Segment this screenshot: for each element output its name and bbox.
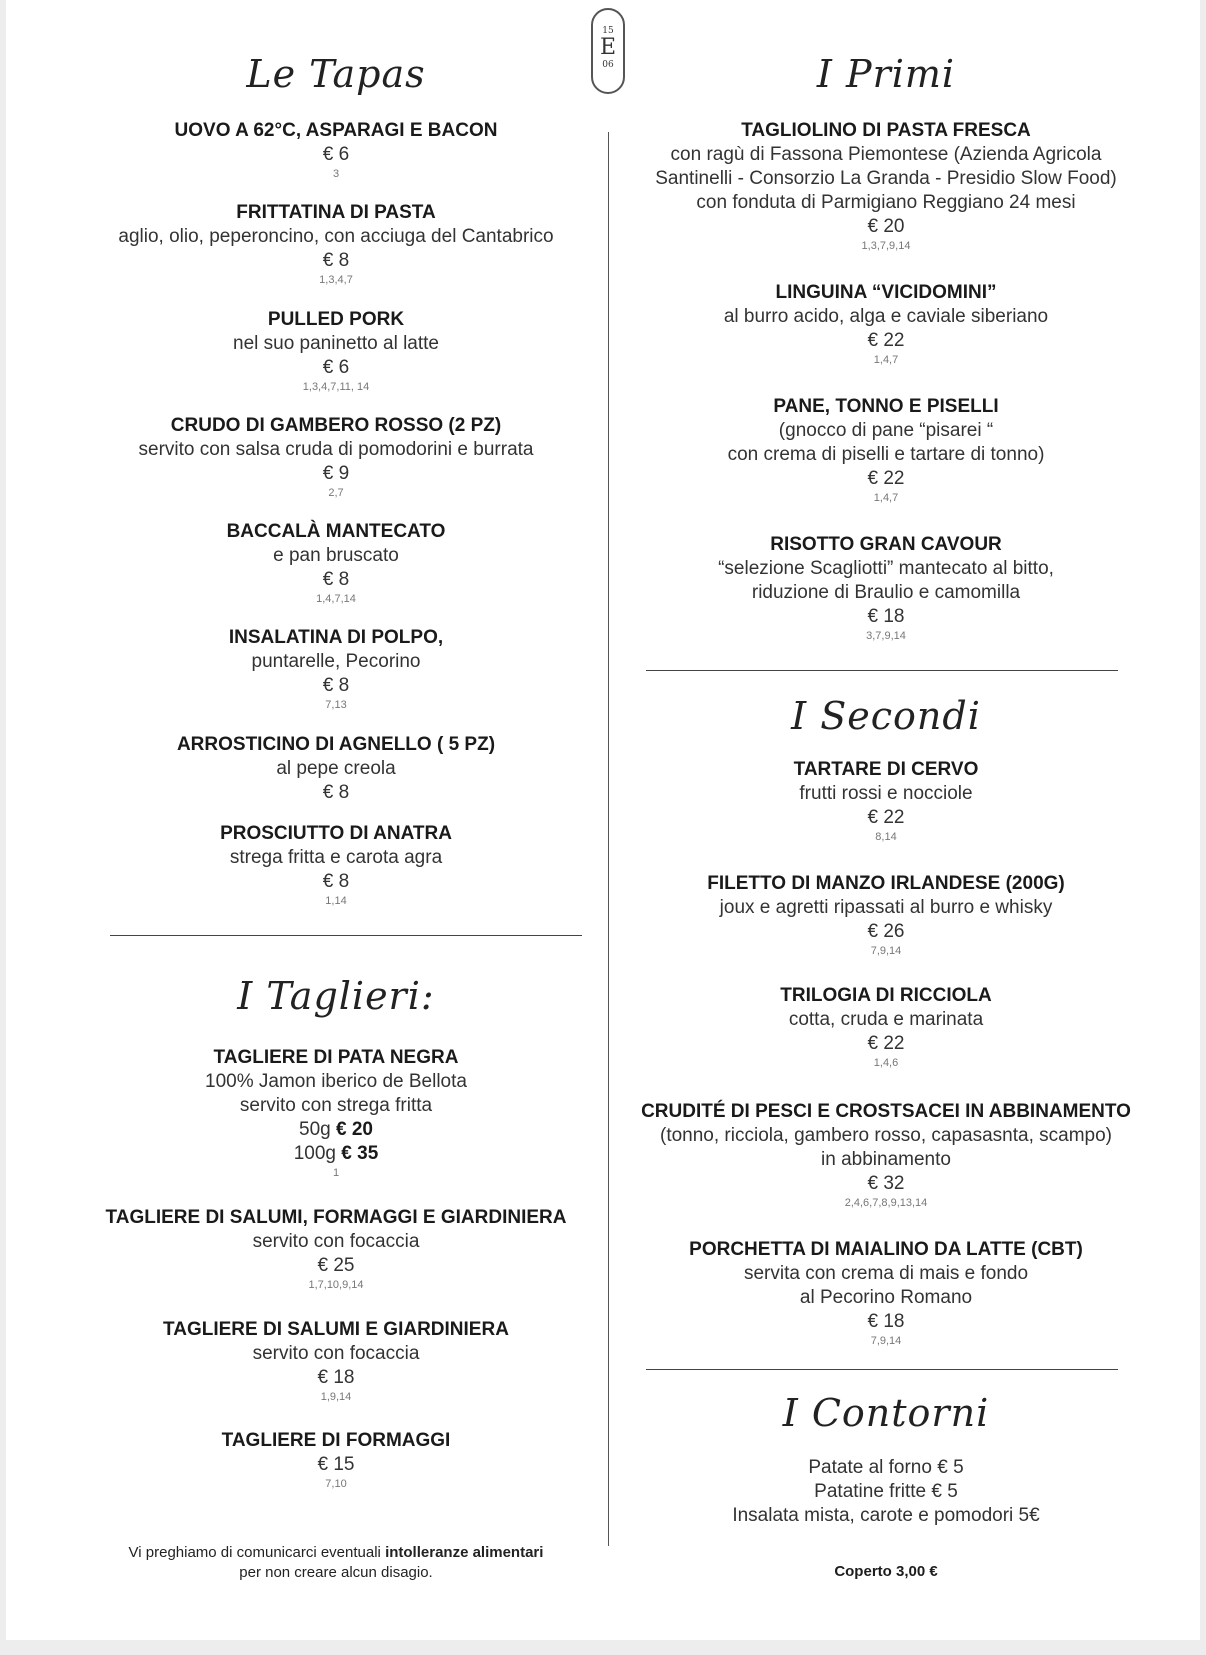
- item-description: con crema di piselli e tartare di tonno): [727, 444, 1045, 465]
- footnote-text: Vi preghiamo di comunicarci eventuali: [128, 1544, 386, 1561]
- menu-item: [632, 281, 1140, 367]
- menu-item: [82, 308, 590, 394]
- item-name: PANE, TONNO E PISELLI: [773, 396, 999, 417]
- item-price: € 18: [867, 1311, 905, 1332]
- item-allergens: 3,7,9,14: [866, 630, 906, 642]
- item-allergens: 1: [332, 1167, 340, 1179]
- item-name: RISOTTO GRAN CAVOUR: [770, 534, 1002, 555]
- item-name: TAGLIERE DI FORMAGGI: [221, 1430, 451, 1451]
- secondi-title: I Secondi: [791, 694, 981, 738]
- item-description: servito con salsa cruda di pomodorini e burrata: [138, 439, 534, 460]
- menu-item: [82, 1429, 590, 1491]
- menu-item: [632, 395, 1140, 505]
- restaurant-logo: [591, 8, 625, 94]
- price-size-label: 100g: [293, 1143, 336, 1164]
- side-dish-line: Patate al forno € 5: [808, 1457, 964, 1478]
- item-allergens: 7,13: [325, 699, 347, 711]
- item-description: in abbinamento: [821, 1149, 951, 1170]
- menu-item: [632, 872, 1140, 958]
- item-allergens: 1,3,7,9,14: [861, 240, 911, 252]
- item-allergens: 1,14: [325, 895, 347, 907]
- item-price: € 25: [317, 1255, 355, 1276]
- item-description: strega fritta e carota agra: [229, 847, 443, 868]
- item-price: € 22: [867, 1033, 905, 1054]
- item-description: (tonno, ricciola, gambero rosso, capasasnta, scampo): [660, 1125, 1112, 1146]
- item-description: puntarelle, Pecorino: [251, 651, 421, 672]
- side-dish-line: Insalata mista, carote e pomodori 5€: [732, 1505, 1040, 1526]
- item-allergens: 1,4,7: [873, 354, 899, 366]
- item-allergens: 1,9,14: [320, 1391, 352, 1403]
- item-description: “selezione Scagliotti” mantecato al bitto,: [718, 558, 1054, 579]
- cover-charge: Coperto 3,00 €: [834, 1563, 938, 1580]
- item-price: € 6: [322, 144, 350, 165]
- item-price: € 22: [867, 468, 905, 489]
- menu-item: [82, 626, 590, 712]
- logo-bottom-number: 06: [602, 60, 614, 70]
- item-description: nel suo paninetto al latte: [233, 333, 439, 354]
- item-allergens: 2,7: [328, 487, 344, 499]
- item-allergens: 7,9,14: [870, 1335, 902, 1347]
- item-description: al pepe creola: [276, 758, 396, 779]
- item-allergens: 7,9,14: [870, 945, 902, 957]
- contorni-title: I Contorni: [782, 1391, 990, 1435]
- side-dish-line: Patatine fritte € 5: [814, 1481, 958, 1502]
- item-price: € 26: [867, 921, 905, 942]
- item-price: € 22: [867, 330, 905, 351]
- item-allergens: 7,10: [325, 1478, 347, 1490]
- menu-item: [632, 119, 1140, 253]
- menu-item: [632, 984, 1140, 1070]
- item-price: € 20: [867, 216, 905, 237]
- section-divider: [646, 1369, 1118, 1370]
- menu-item: [632, 758, 1140, 844]
- item-description: 100% Jamon iberico de Bellota: [205, 1071, 467, 1092]
- item-description: riduzione di Braulio e camomilla: [751, 582, 1021, 603]
- item-description: e pan bruscato: [273, 545, 399, 566]
- item-price: € 8: [322, 569, 350, 590]
- item-description: frutti rossi e nocciole: [799, 783, 973, 804]
- item-name: BACCALÀ MANTECATO: [226, 521, 446, 542]
- menu-item: [632, 533, 1140, 643]
- item-description: con ragù di Fassona Piemontese (Azienda Agricola: [670, 144, 1102, 165]
- item-allergens: 8,14: [875, 831, 897, 843]
- menu-item: [82, 1318, 590, 1404]
- item-name: FRITTATINA DI PASTA: [236, 202, 436, 223]
- item-name: PULLED PORK: [267, 309, 405, 330]
- item-name: TAGLIERE DI SALUMI E GIARDINIERA: [163, 1319, 509, 1340]
- item-name: UOVO A 62°C, ASPARAGI E BACON: [174, 120, 498, 141]
- item-name: INSALATINA DI POLPO,: [228, 627, 444, 648]
- section-divider: [110, 935, 582, 936]
- item-price: € 18: [867, 606, 905, 627]
- item-description: con fonduta di Parmigiano Reggiano 24 mesi: [696, 192, 1076, 213]
- allergy-footnote: [82, 1543, 590, 1583]
- section-divider: [646, 670, 1118, 671]
- menu-item: [82, 822, 590, 908]
- menu-item: [82, 119, 590, 181]
- contorni-list: [632, 1456, 1140, 1528]
- footnote-line-2: per non creare alcun disagio.: [239, 1564, 433, 1581]
- item-price: € 22: [867, 807, 905, 828]
- item-allergens: 3: [332, 168, 340, 180]
- footnote-emphasis: intolleranze alimentari: [385, 1544, 544, 1561]
- item-price-option: [82, 1118, 590, 1142]
- item-name: TAGLIOLINO DI PASTA FRESCA: [741, 120, 1031, 141]
- item-name: TRILOGIA DI RICCIOLA: [780, 985, 992, 1006]
- menu-item: [82, 1046, 590, 1180]
- item-allergens: 1,4,7,14: [316, 593, 356, 605]
- menu-item: [632, 1238, 1140, 1348]
- item-allergens: 1,4,6: [873, 1057, 899, 1069]
- item-price: € 15: [317, 1454, 355, 1475]
- item-price-option: [82, 1142, 590, 1166]
- item-name: LINGUINA “VICIDOMINI”: [775, 282, 997, 303]
- item-description: servito con focaccia: [252, 1231, 420, 1252]
- item-description: servita con crema di mais e fondo: [743, 1263, 1029, 1284]
- item-allergens: 1,3,4,7,11, 14: [302, 381, 370, 393]
- menu-item: [82, 414, 590, 500]
- primi-title: I Primi: [816, 52, 956, 96]
- price-value: € 20: [336, 1119, 373, 1140]
- item-name: CRUDITÉ DI PESCI E CROSTSACEI IN ABBINAMENTO: [641, 1101, 1131, 1122]
- item-allergens: 1,3,4,7: [319, 274, 353, 286]
- logo-top-number: 15: [602, 26, 614, 36]
- price-value: € 35: [341, 1143, 379, 1164]
- menu-item: [82, 201, 590, 287]
- item-description: servito con focaccia: [252, 1343, 420, 1364]
- item-name: PORCHETTA DI MAIALINO DA LATTE (CBT): [689, 1239, 1083, 1260]
- item-description: al Pecorino Romano: [799, 1287, 973, 1308]
- price-size-label: 50g: [299, 1119, 331, 1140]
- menu-page: [6, 0, 1200, 1640]
- item-description: aglio, olio, peperoncino, con acciuga del Cantabrico: [118, 226, 554, 247]
- item-price: € 18: [317, 1367, 355, 1388]
- menu-item: [82, 1206, 590, 1292]
- item-price: € 9: [322, 463, 350, 484]
- menu-item: [632, 1100, 1140, 1210]
- item-price: € 8: [322, 250, 350, 271]
- item-name: TAGLIERE DI PATA NEGRA: [213, 1047, 459, 1068]
- tapas-title: Le Tapas: [246, 52, 426, 96]
- menu-item: [82, 733, 590, 805]
- item-description: servito con strega fritta: [239, 1095, 433, 1116]
- logo-letter: E: [599, 35, 617, 60]
- item-price: € 8: [322, 871, 350, 892]
- item-description: Santinelli - Consorzio La Granda - Presidio Slow Food): [655, 168, 1117, 189]
- item-name: FILETTO DI MANZO IRLANDESE (200G): [707, 873, 1065, 894]
- item-allergens: 1,7,10,9,14: [308, 1279, 364, 1291]
- item-name: PROSCIUTTO DI ANATRA: [220, 823, 452, 844]
- item-description: (gnocco di pane “pisarei “: [778, 420, 994, 441]
- item-name: CRUDO DI GAMBERO ROSSO (2 PZ): [170, 415, 502, 436]
- menu-item: [82, 520, 590, 606]
- item-allergens: 2,4,6,7,8,9,13,14: [844, 1197, 928, 1209]
- item-description: joux e agretti ripassati al burro e whisky: [719, 897, 1053, 918]
- column-divider: [608, 132, 609, 1546]
- item-name: ARROSTICINO DI AGNELLO ( 5 PZ): [176, 734, 496, 755]
- item-price: € 6: [322, 357, 350, 378]
- item-price: € 8: [322, 782, 350, 803]
- item-name: TAGLIERE DI SALUMI, FORMAGGI E GIARDINIERA: [105, 1207, 567, 1228]
- item-description: cotta, cruda e marinata: [788, 1009, 984, 1030]
- item-price: € 8: [322, 675, 350, 696]
- item-allergens: 1,4,7: [873, 492, 899, 504]
- item-name: TARTARE DI CERVO: [793, 759, 979, 780]
- item-price: € 32: [867, 1173, 905, 1194]
- item-description: al burro acido, alga e caviale siberiano: [723, 306, 1049, 327]
- footnote-line-1: [82, 1543, 590, 1563]
- taglieri-title: I Taglieri:: [237, 974, 435, 1018]
